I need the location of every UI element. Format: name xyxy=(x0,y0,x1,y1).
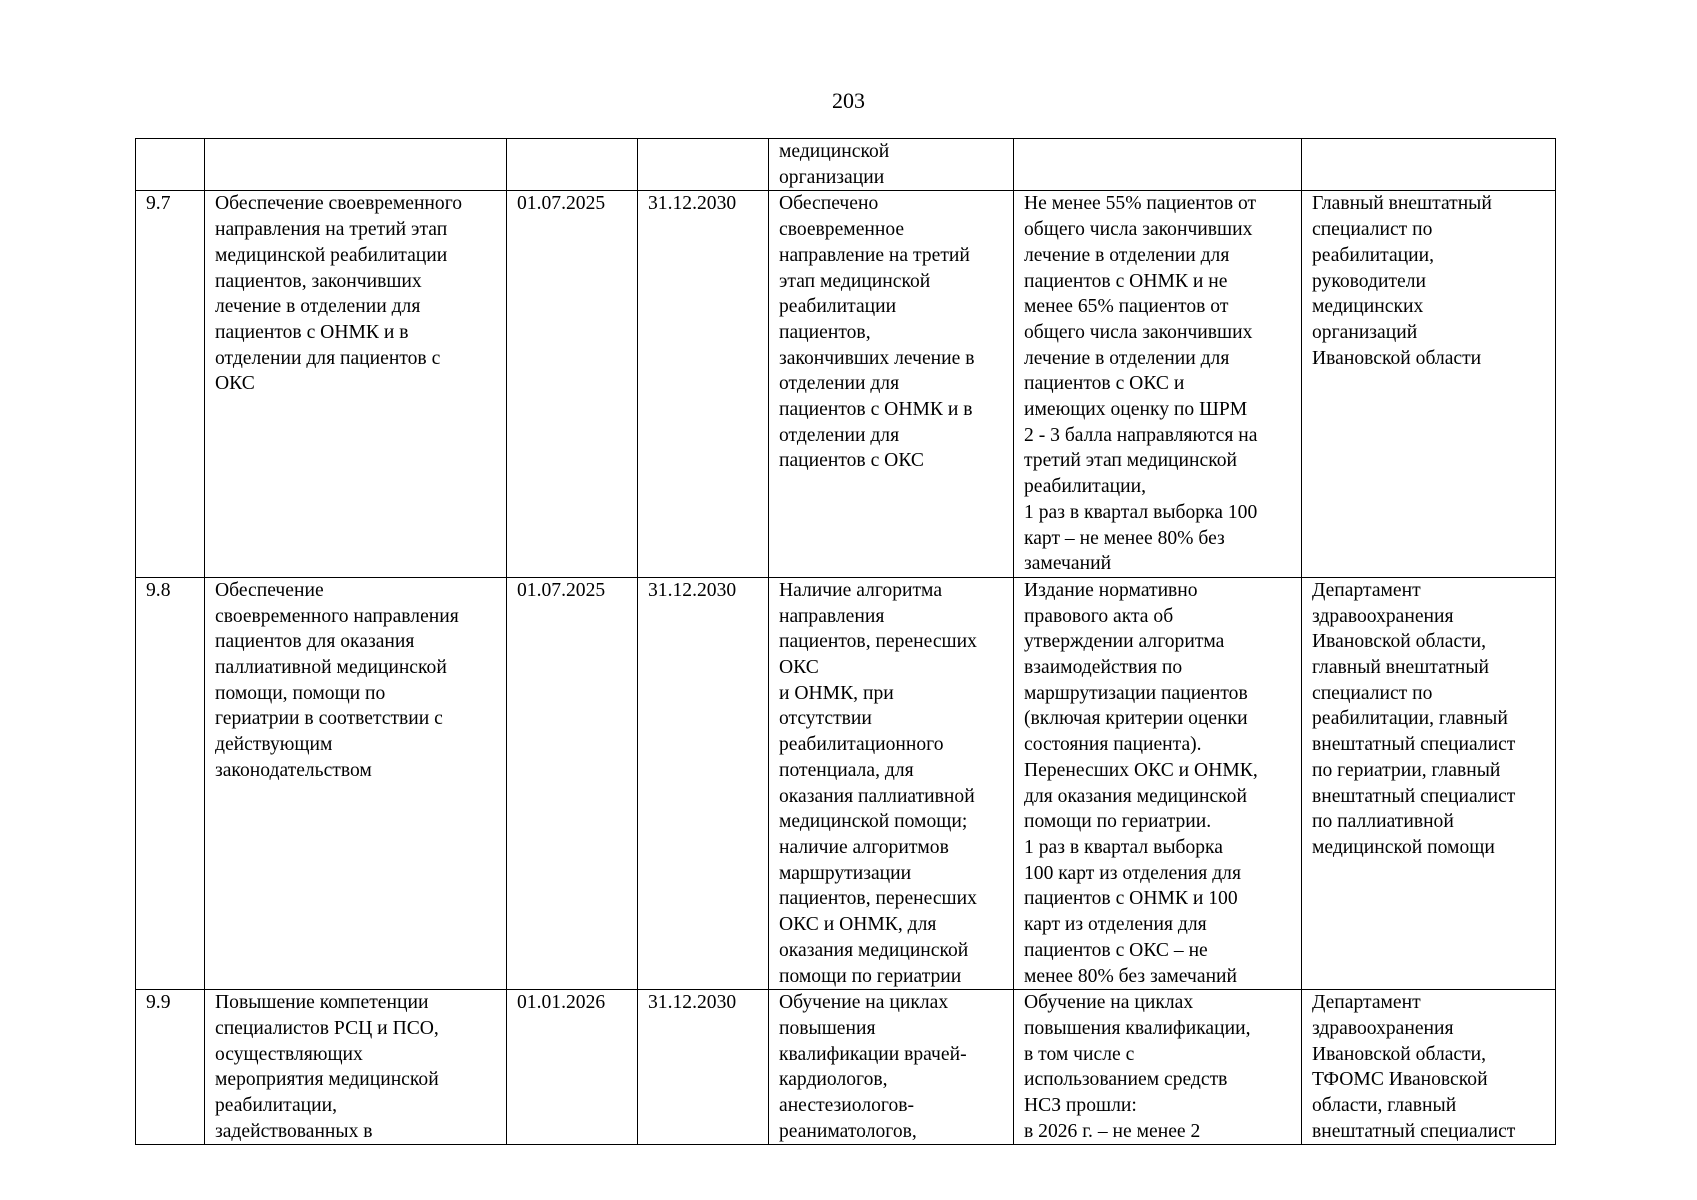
item-number-cell xyxy=(136,139,205,191)
result-cell: медицинской организации xyxy=(769,139,1014,191)
result-cell: Обеспечено своевременное направление на третий этап медицинской реабилитации пациентов, закончивших лечение в отделении для пациентов с ОНМК и в отделении для пациентов с ОКС xyxy=(769,191,1014,578)
start-date-cell: 01.07.2025 xyxy=(507,577,638,989)
responsible-cell: Департамент здравоохранения Ивановской области, главный внештатный специалист по реабилитации, главный внештатный специалист по гериатрии, главный внештатный специалист по паллиативной медицинской помощи xyxy=(1302,577,1556,989)
item-number-cell: 9.8 xyxy=(136,577,205,989)
end-date-cell: 31.12.2030 xyxy=(638,577,769,989)
indicator-cell xyxy=(1014,139,1302,191)
end-date-cell: 31.12.2030 xyxy=(638,191,769,578)
result-cell: Наличие алгоритма направления пациентов, перенесших ОКС и ОНМК, при отсутствии реабилитационного потенциала, для оказания паллиативной медицинской помощи; наличие алгоритмов маршрутизации пациентов, перенесших ОКС и ОНМК, для оказания медицинской помощи по гериатрии xyxy=(769,577,1014,989)
responsible-cell: Главный внештатный специалист по реабилитации, руководители медицинских организаций Ивановской области xyxy=(1302,191,1556,578)
item-number-cell: 9.7 xyxy=(136,191,205,578)
start-date-cell xyxy=(507,139,638,191)
responsible-cell xyxy=(1302,139,1556,191)
table-row xyxy=(136,191,1556,578)
measures-table xyxy=(135,138,1556,1145)
task-cell: Обеспечение своевременного направления пациентов для оказания паллиативной медицинской помощи, помощи по гериатрии в соответствии с действующим законодательством xyxy=(205,577,507,989)
start-date-cell: 01.01.2026 xyxy=(507,990,638,1145)
result-cell: Обучение на циклах повышения квалификации врачей- кардиологов, анестезиологов- реаниматологов, xyxy=(769,990,1014,1145)
table-row xyxy=(136,990,1556,1145)
task-cell: Повышение компетенции специалистов РСЦ и ПСО, осуществляющих мероприятия медицинской реабилитации, задействованных в xyxy=(205,990,507,1145)
end-date-cell: 31.12.2030 xyxy=(638,990,769,1145)
item-number-cell: 9.9 xyxy=(136,990,205,1145)
indicator-cell: Издание нормативно правового акта об утверждении алгоритма взаимодействия по маршрутизации пациентов (включая критерии оценки состояния пациента). Перенесших ОКС и ОНМК, для оказания медицинской помощи по гериатрии. 1 раз в квартал выборка 100 карт из отделения для пациентов с ОНМК и 100 карт из отделения для пациентов с ОКС – не менее 80% без замечаний xyxy=(1014,577,1302,989)
indicator-cell: Обучение на циклах повышения квалификации, в том числе с использованием средств НСЗ прошли: в 2026 г. – не менее 2 xyxy=(1014,990,1302,1145)
task-cell xyxy=(205,139,507,191)
page-number: 203 xyxy=(832,88,865,113)
table-row xyxy=(136,139,1556,191)
table-row xyxy=(136,577,1556,989)
responsible-cell: Департамент здравоохранения Ивановской области, ТФОМС Ивановской области, главный внештатный специалист xyxy=(1302,990,1556,1145)
start-date-cell: 01.07.2025 xyxy=(507,191,638,578)
indicator-cell: Не менее 55% пациентов от общего числа закончивших лечение в отделении для пациентов с ОНМК и не менее 65% пациентов от общего числа закончивших лечение в отделении для пациентов с ОКС и имеющих оценку по ШРМ 2 - 3 балла направляются на третий этап медицинской реабилитации, 1 раз в квартал выборка 100 карт – не менее 80% без замечаний xyxy=(1014,191,1302,578)
end-date-cell xyxy=(638,139,769,191)
task-cell: Обеспечение своевременного направления на третий этап медицинской реабилитации пациентов, закончивших лечение в отделении для пациентов с ОНМК и в отделении для пациентов с ОКС xyxy=(205,191,507,578)
